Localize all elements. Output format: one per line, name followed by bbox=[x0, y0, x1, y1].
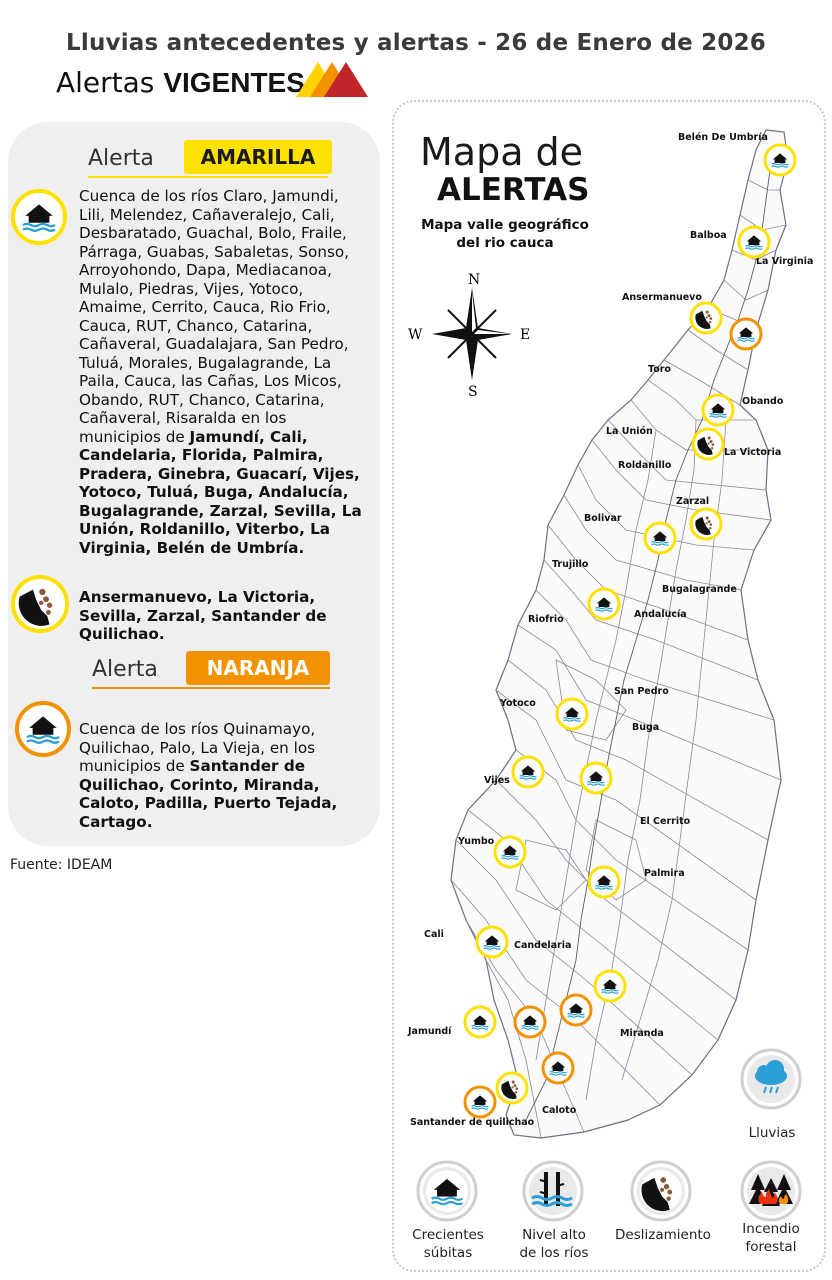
place-jamundi: Jamundí bbox=[408, 1026, 452, 1037]
place-la-virginia: La Virginia bbox=[756, 256, 814, 267]
marker-yumbo bbox=[495, 837, 525, 867]
yellow-landslide-municipalities: Ansermanuevo, La Victoria, Sevilla, Zarzal, Santander de Quilichao. bbox=[79, 588, 327, 643]
marker-padilla-orange bbox=[515, 1007, 545, 1037]
orange-alert-tag: NARANJA bbox=[186, 651, 330, 685]
marker-andalucia bbox=[589, 589, 619, 619]
place-bolivar: Bolivar bbox=[584, 513, 622, 524]
legend-flash-flood-line2: súbitas bbox=[423, 1245, 473, 1261]
rain-legend-icon bbox=[740, 1048, 802, 1110]
marker-buga bbox=[581, 763, 611, 793]
high-river-legend-icon bbox=[522, 1160, 584, 1222]
place-bugalagrande: Bugalagrande bbox=[662, 584, 737, 595]
marker-bolivar bbox=[645, 523, 675, 553]
legend-high-river-line1: Nivel alto bbox=[522, 1227, 586, 1243]
legend-flash-flood-label bbox=[400, 1226, 496, 1262]
orange-flood-basins: Cuenca de los ríos Quinamayo, Quilichao, Palo, La Vieja, en los municipios de bbox=[79, 720, 316, 775]
valley-map bbox=[396, 120, 820, 1150]
legend-fire-line2: forestal bbox=[745, 1239, 797, 1255]
yellow-landslide-icon bbox=[10, 574, 70, 634]
place-obando: Obando bbox=[742, 396, 784, 407]
marker-corinto-orange bbox=[543, 1053, 573, 1083]
marker-belen-de-umbria bbox=[765, 145, 795, 175]
place-balboa: Balboa bbox=[690, 230, 727, 241]
forest-fire-legend-icon bbox=[740, 1160, 802, 1222]
legend-fire-line1: Incendio bbox=[742, 1221, 800, 1237]
place-san-pedro: San Pedro bbox=[614, 686, 669, 697]
marker-santander-orange bbox=[465, 1087, 495, 1117]
place-buga: Buga bbox=[632, 722, 660, 733]
place-la-union: La Unión bbox=[606, 426, 653, 437]
place-toro: Toro bbox=[648, 364, 671, 375]
legend-landslide-label: Deslizamiento bbox=[615, 1227, 711, 1243]
compass-e: E bbox=[520, 327, 531, 343]
place-candelaria: Candelaria bbox=[514, 940, 572, 951]
marker-ansermanuevo-slide bbox=[691, 303, 721, 333]
orange-flood-text bbox=[79, 720, 369, 831]
yellow-flood-text bbox=[79, 187, 369, 557]
legend-high-river-line2: de los ríos bbox=[519, 1245, 589, 1261]
yellow-flood-basins: Cuenca de los ríos Claro, Jamundi, Lili, Melendez, Cañaveralejo, Cali, Desbaratado, Guachal, Bolo, Fraile, Párraga, Guabas, Sabaletas, Sonso, Arroyohondo, Dapa, Mediacanoa, Mulalo, Piedras, Vijes, Yotoco, Amaime, Cerrito, Cauca, Rio Frio, Cauca, RUT, Chanco, Catarina, Cañaveral, Guadalajara, San Pedro, Tuluá, Morales, Bugalagrande, La Paila, Cauca, las Cañas, Los Micos, Obando, RUT, Chanco, Catarina, Cañaveral, Risaralda en los municipios de bbox=[79, 187, 350, 446]
place-roldanillo: Roldanillo bbox=[618, 460, 672, 471]
marker-balboa bbox=[739, 227, 769, 257]
map-subtitle-line1: Mapa valle geográfico bbox=[421, 217, 589, 233]
map-title-bold: ALERTAS bbox=[437, 172, 590, 208]
legend-flash-flood-line1: Crecientes bbox=[412, 1227, 484, 1243]
map-title: Mapa de bbox=[420, 130, 584, 174]
place-trujillo: Trujillo bbox=[552, 559, 589, 570]
compass-w: W bbox=[408, 327, 423, 343]
marker-palmira bbox=[589, 867, 619, 897]
orange-flood-icon bbox=[14, 700, 72, 758]
page-subtitle bbox=[56, 66, 305, 99]
flash-flood-legend-icon bbox=[416, 1160, 478, 1222]
marker-santander-slide bbox=[497, 1073, 527, 1103]
landslide-legend-icon bbox=[630, 1160, 692, 1222]
marker-pradera bbox=[595, 971, 625, 1001]
place-zarzal: Zarzal bbox=[676, 496, 710, 507]
orange-alert-label: Alerta bbox=[92, 657, 158, 682]
marker-florida-orange bbox=[561, 995, 591, 1025]
marker-zarzal-slide bbox=[691, 509, 721, 539]
subtitle-prefix: Alertas bbox=[56, 66, 155, 99]
yellow-landslide-text bbox=[79, 588, 371, 644]
place-yotoco: Yotoco bbox=[500, 698, 536, 709]
page-title: Lluvias antecedentes y alertas - 26 de Enero de 2026 bbox=[66, 30, 766, 56]
yellow-flood-icon bbox=[10, 188, 68, 246]
place-yumbo: Yumbo bbox=[458, 836, 495, 847]
orange-underline bbox=[92, 687, 330, 689]
place-vijes: Vijes bbox=[484, 775, 510, 786]
place-belen-de-umbria: Belén De Umbría bbox=[678, 132, 768, 143]
map-subtitle-line2: del rio cauca bbox=[456, 235, 554, 251]
marker-cali bbox=[477, 927, 507, 957]
place-ansermanuevo: Ansermanuevo bbox=[622, 292, 702, 303]
legend-fire-label bbox=[726, 1220, 816, 1256]
marker-jamundi bbox=[465, 1007, 495, 1037]
yellow-alert-tag: AMARILLA bbox=[184, 140, 332, 174]
marker-cartago-orange bbox=[731, 319, 761, 349]
place-caloto: Caloto bbox=[542, 1105, 577, 1116]
place-el-cerrito: El Cerrito bbox=[640, 816, 691, 827]
yellow-underline bbox=[88, 176, 328, 178]
marker-yotoco bbox=[557, 699, 587, 729]
subtitle-bold: VIGENTES bbox=[163, 67, 305, 98]
marker-vijes bbox=[513, 757, 543, 787]
yellow-alert-label: Alerta bbox=[88, 146, 154, 171]
compass-s: S bbox=[468, 384, 478, 400]
place-andalucia: Andalucía bbox=[634, 609, 687, 620]
marker-la-victoria-slide bbox=[693, 429, 723, 459]
brand-triangles-icon bbox=[296, 60, 370, 98]
compass-n: N bbox=[468, 272, 481, 288]
place-miranda: Miranda bbox=[620, 1028, 664, 1039]
place-riofrio: Riofrio bbox=[528, 614, 564, 625]
place-palmira: Palmira bbox=[644, 868, 685, 879]
place-santander-de-quilichao: Santander de quilichao bbox=[410, 1117, 535, 1128]
place-la-victoria: La Victoria bbox=[724, 447, 782, 458]
legend-high-river-label bbox=[506, 1226, 602, 1262]
source-note: Fuente: IDEAM bbox=[10, 857, 113, 873]
marker-obando bbox=[703, 395, 733, 425]
place-cali: Cali bbox=[424, 929, 444, 940]
yellow-flood-municipalities: Jamundí, Cali, Candelaria, Florida, Palmira, Pradera, Ginebra, Guacarí, Vijes, Yotoco, Tuluá, Buga, Andalucía, Bugalagrande, Zarzal, Sevilla, La Unión, Roldanillo, Viterbo, La Virginia, Belén de Umbría. bbox=[79, 427, 362, 557]
orange-flood-municipalities: Santander de Quilichao, Corinto, Miranda, Caloto, Padilla, Puerto Tejada, Cartago. bbox=[79, 757, 338, 831]
legend-rain-label: Lluvias bbox=[748, 1125, 796, 1141]
